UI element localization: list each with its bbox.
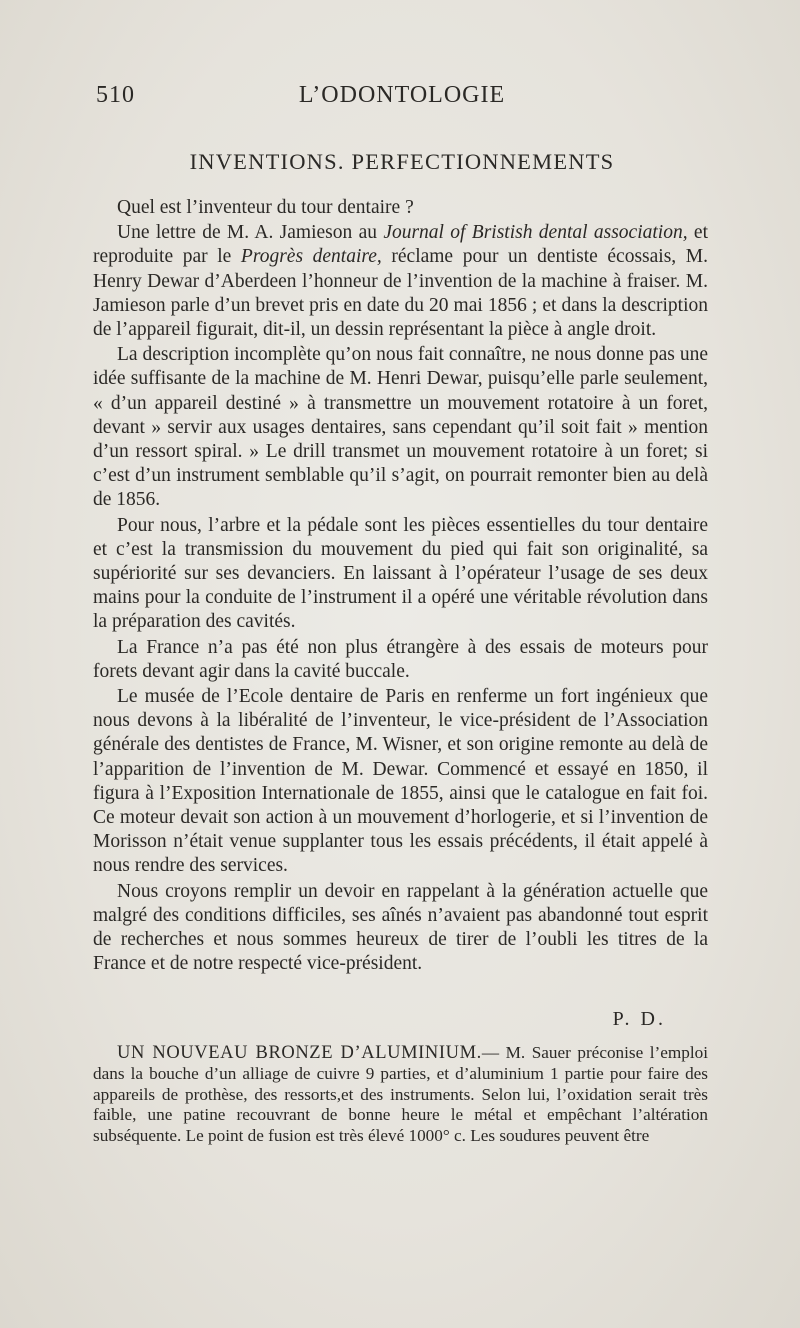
- paragraph: Nous croyons remplir un devoir en rappelant à la génération actuelle que malgré des conditions difficiles, ses aînés n’avaient pas abandonné tout esprit de recherches et nous sommes heureux de tirer de l’oubli les titres de la France et de notre respecté vice-président.: [93, 880, 708, 975]
- section-title: INVENTIONS. PERFECTIONNEMENTS: [189, 149, 615, 174]
- paragraph-text: Une lettre de M. A. Jamieson au: [117, 222, 384, 244]
- running-head: [96, 82, 708, 112]
- paragraph: La description incomplète qu’on nous fait connaître, ne nous donne pas une idée suffisante de la machine de M. Henri Dewar, puisqu’elle parle seulement, « d’un appareil destiné » à transmettre un mouvement rotatoire à un foret, devant » servir aux usages dentaires, sans cependant qu’il soit fait » mention d’un ressort spiral. » Le drill transmet un mouvement rotatoire à un foret; si c’est d’un instrument semblable qu’il s’agit, on pourrait remonter bien au delà de 1856.: [93, 344, 708, 511]
- paragraph-text: réclame pour un dentiste écossais, M. Henry Dewar d’Aberdeen l’honneur de l’invention de la machine à fraiser. M. Jamieson parle d’un brevet pris en date du 20 mai 1856 ; et dans la description de l’appareil figurait, dit-il, un dessin représentant la pièce à angle droit.: [93, 246, 708, 341]
- note-text: — M. Sauer préconise l’emploi dans la bouche d’un alliage de cuivre 9 parties, et d’aluminium 1 partie pour faire des appareils de prothèse, des ressorts,et des instruments. Selon lui, l’oxidation serait très faible, une patine recouvrant de bonne heure le métal et empêchant l’altération subséquente. Le point de fusion est très élevé 1000° c. Les soudures peuvent être: [93, 1043, 708, 1146]
- note-heading: UN NOUVEAU BRONZE D’ALUMINIUM.: [117, 1043, 482, 1063]
- paragraph: Pour nous, l’arbre et la pédale sont les pièces essentielles du tour dentaire et c’est la transmission du mouvement du pied qui fait son originalité, sa supériorité sur ses devanciers. En laissant à l’opérateur l’usage de ses deux mains pour la conduite de l’instrument il a opéré une véritable révolution dans la préparation des cavités.: [93, 514, 708, 633]
- author-signature: P. D.: [612, 1008, 666, 1030]
- journal-title: L’ODONTOLOGIE: [298, 82, 506, 108]
- paragraph-text: et reproduite par le: [93, 222, 708, 268]
- page-number: 510: [96, 82, 135, 108]
- news-note: [93, 1043, 708, 1147]
- paragraph: [93, 221, 708, 342]
- journal-citation: Journal of Bristish dental association,: [383, 222, 688, 244]
- paragraph: Quel est l’inventeur du tour dentaire ?: [117, 197, 414, 218]
- note-paragraph: [93, 1043, 708, 1147]
- paragraph: La France n’a pas été non plus étrangère à des essais de moteurs pour forets devant agir dans la cavité buccale.: [93, 636, 708, 682]
- paragraph: Le musée de l’Ecole dentaire de Paris en renferme un fort ingénieux que nous devons à la libéralité de l’inventeur, le vice-président de l’Association générale des dentistes de France, M. Wisner, et son origine remonte au delà de l’apparition de l’invention de M. Dewar. Commencé et essayé en 1850, il figura à l’Exposition Internationale de 1855, ainsi que le catalogue en fait foi. Ce moteur devait son action à un mouvement d’horlogerie, et si l’invention de Morisson n’était venue supplanter tous les essais précédents, il était appelé à nous rendre des services.: [93, 686, 708, 877]
- article-body: [93, 196, 708, 977]
- journal-citation: Progrès dentaire,: [240, 246, 382, 268]
